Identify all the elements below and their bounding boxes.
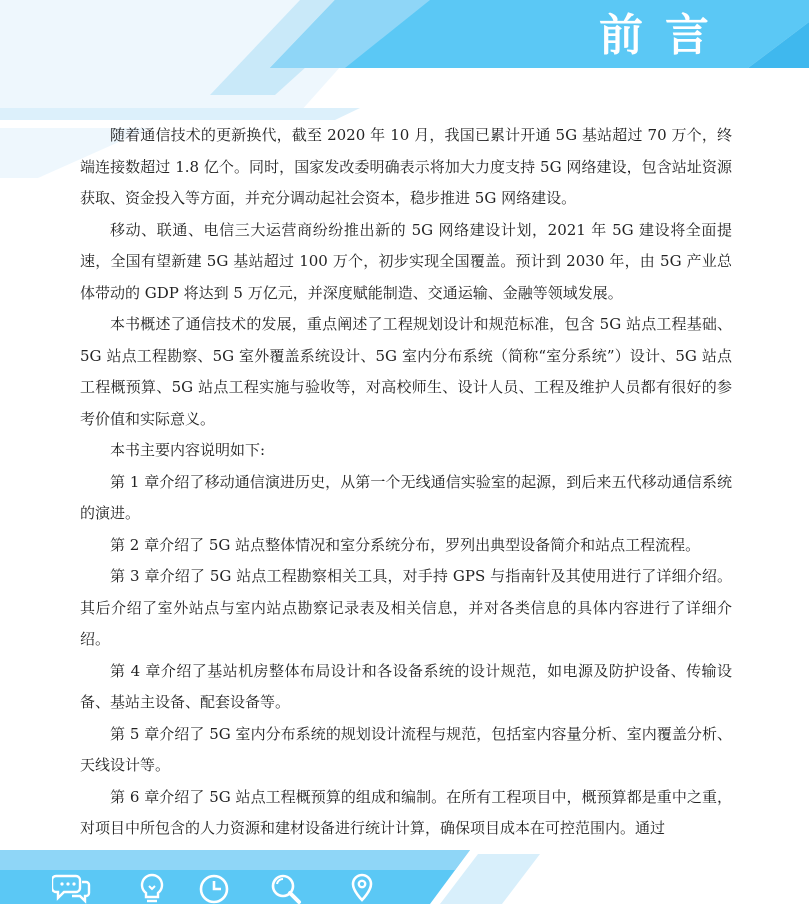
- paragraph: 本书概述了通信技术的发展，重点阐述了工程规划设计和规范标准，包含 5G 站点工程基础、5G 站点工程勘察、5G 室外覆盖系统设计、5G 室内分布系统（简称“室分系统”）设计、5G 站点工程概预算、5G 站点工程实施与验收等，对高校师生、设计人员、工程及维护人员都有很好的参考价值和实际意义。: [80, 315, 732, 428]
- paragraph: 第 5 章介绍了 5G 室内分布系统的规划设计流程与规范，包括室内容量分析、室内覆盖分析、天线设计等。: [80, 724, 732, 774]
- paragraph: 第 4 章介绍了基站机房整体布局设计和各设备系统的设计规范，如电源及防护设备、传输设备、基站主设备、配套设备等。: [80, 661, 732, 711]
- clock-icon: [194, 872, 234, 904]
- body-text: [80, 120, 732, 845]
- paragraph: 第 1 章介绍了移动通信演进历史，从第一个无线通信实验室的起源，到后来五代移动通信系统的演进。: [80, 472, 732, 522]
- lightbulb-icon: [132, 872, 172, 904]
- page-title: 前言: [599, 10, 731, 61]
- paragraph: 第 6 章介绍了 5G 站点工程概预算的组成和编制。在所有工程项目中，概预算都是重中之重，对项目中所包含的人力资源和建材设备进行统计计算，确保项目成本在可控范围内。通过: [80, 787, 732, 837]
- location-pin-icon: [342, 872, 382, 904]
- paragraph: 移动、联通、电信三大运营商纷纷推出新的 5G 网络建设计划，2021 年 5G 建设将全面提速，全国有望新建 5G 基站超过 100 万个，初步实现全国覆盖。预计到 2030 年，由 5G 产业总体带动的 GDP 将达到 5 万亿元，并深度赋能制造、交通运输、金融等领域发展。: [80, 220, 732, 302]
- paragraph: 随着通信技术的更新换代，截至 2020 年 10 月，我国已累计开通 5G 基站超过 70 万个，终端连接数超过 1.8 亿个。同时，国家发改委明确表示将加大力度支持 5G 网络建设，包含站址资源获取、资金投入等方面，并充分调动起社会资本，稳步推进 5G 网络建设。: [80, 126, 732, 207]
- paragraph: 本书主要内容说明如下:: [110, 441, 266, 459]
- magnifier-icon: [266, 872, 306, 904]
- paragraph: 第 2 章介绍了 5G 站点整体情况和室分系统分布，罗列出典型设备简介和站点工程流程。: [110, 535, 701, 554]
- paragraph: 第 3 章介绍了 5G 站点工程勘察相关工具，对手持 GPS 与指南针及其使用进行了详细介绍。其后介绍了室外站点与室内站点勘察记录表及相关信息，并对各类信息的具体内容进行了详细介绍。: [80, 567, 732, 648]
- footer-decoration: [0, 850, 809, 904]
- chat-bubbles-icon: [52, 872, 92, 904]
